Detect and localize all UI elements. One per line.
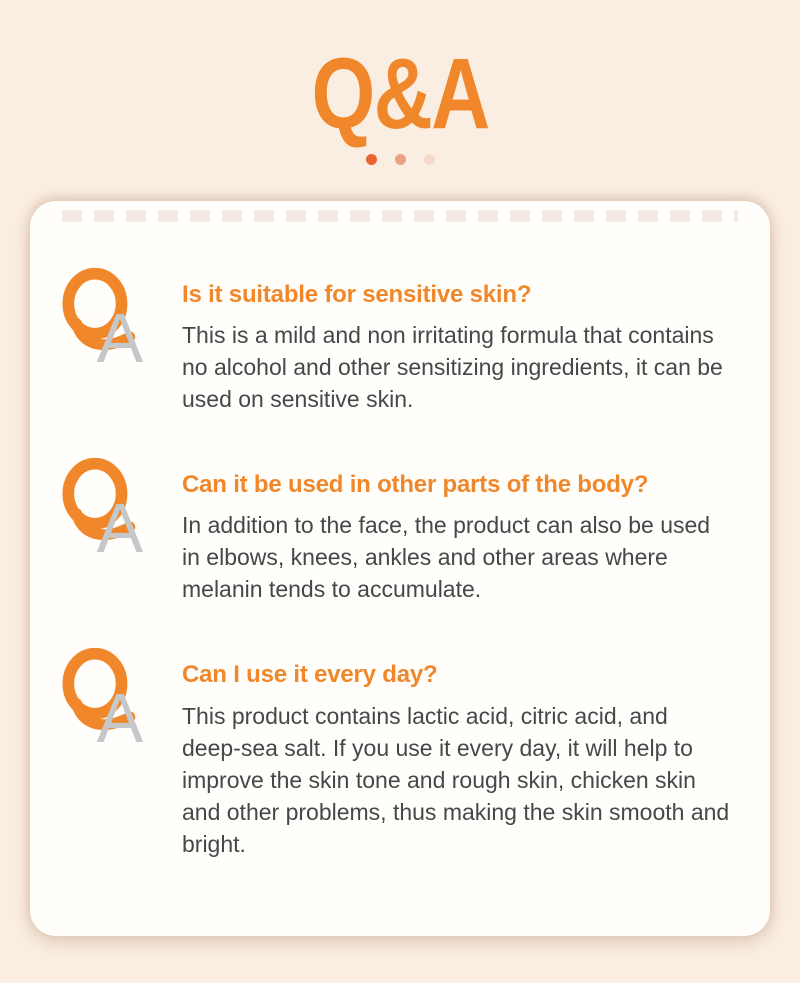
qa-text-block [182,273,742,415]
pagination-dot [424,154,435,165]
qa-item [60,463,742,605]
answer-text: This is a mild and non irritating formula that contains no alcohol and other sensitizing ingredients, it can be used on sensitive skin. [182,322,723,413]
pagination-dots [0,154,800,165]
a-letter: A [96,489,144,568]
qa-card [30,201,770,936]
answer-text: In addition to the face, the product can also be used in elbows, knees, ankles and other areas where melanin tends to accumulate. [182,512,711,603]
a-letter: A [96,679,144,758]
qa-monogram-svg [60,457,164,568]
pagination-dot-active [366,154,377,165]
pagination-dot [395,154,406,165]
qa-monogram-icon [60,647,164,758]
answer-text: This product contains lactic acid, citric acid, and deep-sea salt. If you use it every day, it will help to improve the skin tone and rough skin, chicken skin and other problems, thus making the skin smooth and bright. [182,702,730,857]
page-title: Q&A [311,38,489,150]
qa-monogram-icon [60,457,164,568]
question-text: Can I use it every day? [182,661,438,689]
question-text: Can it be used in other parts of the body? [182,471,649,499]
page-header [0,0,800,165]
qa-monogram-svg [60,267,164,377]
perforation-strip [62,210,738,222]
question-text: Is it suitable for sensitive skin? [182,281,532,308]
qa-monogram-icon [60,267,164,377]
qa-item [60,273,742,415]
qa-text-block [182,653,742,859]
qa-text-block [182,463,742,605]
a-letter: A [96,298,144,377]
qa-monogram-svg [60,647,164,758]
qa-item [60,653,742,859]
